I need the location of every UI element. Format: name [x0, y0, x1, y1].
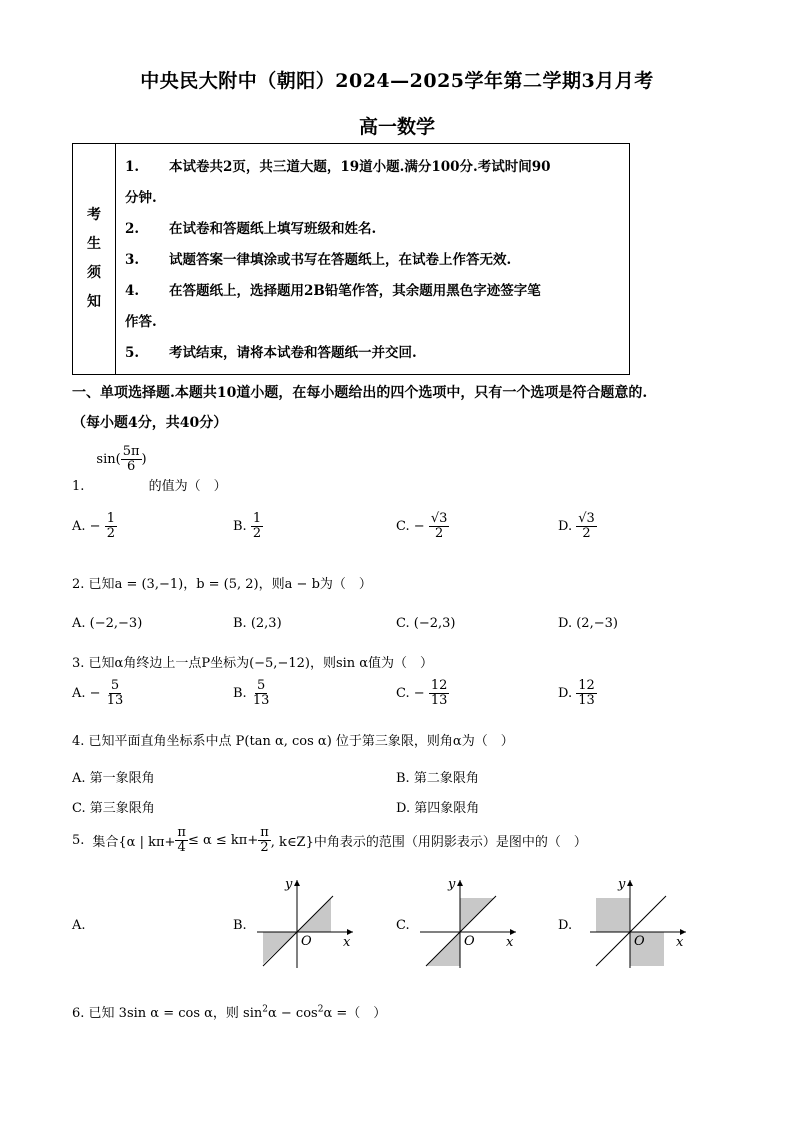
q2-option-b: B. (2,3) [233, 616, 282, 631]
y-axis-label: y [448, 877, 456, 892]
question-2: 2. 已知a = (3,−1)，b = (5, 2)，则a − b为（ ） [72, 577, 372, 592]
notice-item: 5. 考试结束，请将本试卷和答题纸一并交回. [125, 345, 417, 361]
origin-label: O [634, 934, 645, 949]
q1-option-d: D. $\frac{√3}{2}$ [558, 511, 595, 541]
notice-side-char: 生 [87, 236, 101, 252]
q5-option-b-label: B. [233, 918, 247, 933]
question-4: 4. 已知平面直角坐标系中点 P(tan α, cos α) 位于第三象限，则角α为（ ） [72, 734, 514, 749]
notice-item: 作答. [125, 314, 157, 330]
q1-option-b: B. $\frac{1}{2}$ [233, 511, 262, 541]
x-axis-label: x [506, 935, 514, 950]
q3-option-a: A. − $\frac{5}{13}$ [72, 678, 124, 708]
section-subheading: （每小题4分，共40分） [72, 415, 228, 431]
notice-item: 3. 试题答案一律填涂或书写在答题纸上，在试卷上作答无效. [125, 252, 512, 268]
notice-side-char: 知 [87, 294, 101, 310]
q1-func: sin( [96, 452, 121, 467]
notice-side-char: 考 [87, 207, 101, 223]
page-title: 中央民大附中（朝阳）2024—2025学年第二学期3月月考 [140, 70, 654, 92]
q5-option-a-label: A. [72, 918, 86, 933]
notice-item: 1. 本试卷共2页，共三道大题，19道小题.满分100分.考试时间90 [125, 159, 551, 175]
x-axis-label: x [676, 935, 684, 950]
q4-option-a: A. 第一象限角 [72, 771, 155, 786]
q3-option-c: C. − $\frac{12}{13}$ [396, 678, 448, 708]
q4-option-b: B. 第二象限角 [396, 771, 479, 786]
q1-tail: 的值为（ ） [148, 479, 227, 494]
notice-item: 4. 在答题纸上，选择题用2B铅笔作答，其余题用黑色字迹签字笔 [125, 283, 541, 299]
question-3: 3. 已知α角终边上一点P坐标为(−5,−12)，则sin α值为（ ） [72, 656, 434, 671]
q2-option-c: C. (−2,3) [396, 616, 456, 631]
q1-fraction: $\frac{5\pi}{6}$ [122, 444, 140, 474]
q2-option-d: D. (2,−3) [558, 616, 618, 631]
q5-option-d-label: D. [558, 918, 573, 933]
shaded-region [596, 898, 630, 932]
question-1: 1. sin( $\frac{5\pi}{6}$ ) 的值为（ ） [72, 444, 227, 494]
q1-option-a: A. − $\frac{1}{2}$ [72, 511, 115, 541]
q5-diagram-d [588, 872, 698, 972]
q2-option-a: A. (−2,−3) [72, 616, 143, 631]
q5-diagram-b [255, 872, 365, 972]
q5-option-c-label: C. [396, 918, 410, 933]
q1-option-c: C. − $\frac{√3}{2}$ [396, 511, 448, 541]
notice-item: 分钟. [125, 190, 157, 206]
question-6: 6. 已知 3sin α = cos α，则 $\sin^2\alpha - \cos^2\alpha$ =（ ） [72, 1004, 387, 1021]
notice-box [72, 143, 630, 375]
notice-items [125, 152, 621, 369]
notice-item: 2. 在试卷和答题纸上填写班级和姓名. [125, 221, 377, 237]
q5-diagram-c [418, 872, 528, 972]
notice-side-label [73, 144, 116, 374]
notice-side-char: 须 [87, 265, 101, 281]
x-axis-label: x [343, 935, 351, 950]
page-subtitle: 高一数学 [358, 116, 435, 138]
question-number: 1. [72, 479, 85, 494]
origin-label: O [301, 934, 312, 949]
q4-option-c: C. 第三象限角 [72, 801, 155, 816]
q3-option-d: D. $\frac{12}{13}$ [558, 678, 595, 708]
origin-label: O [464, 934, 475, 949]
y-axis-label: y [618, 877, 626, 892]
q3-option-b: B. $\frac{5}{13}$ [233, 678, 270, 708]
question-5: 5. 集合{α | kπ+ $\frac{\pi}{4}$ ≤ α ≤ kπ+ $\frac{\pi}{2}$ , k∈Z}中角表示的范围（用阴影表示）是图中的（ ） [72, 825, 587, 855]
y-axis-label: y [285, 877, 293, 892]
q4-option-d: D. 第四象限角 [396, 801, 480, 816]
section-heading: 一、单项选择题.本题共10道小题，在每小题给出的四个选项中，只有一个选项是符合题意的. [72, 385, 648, 401]
